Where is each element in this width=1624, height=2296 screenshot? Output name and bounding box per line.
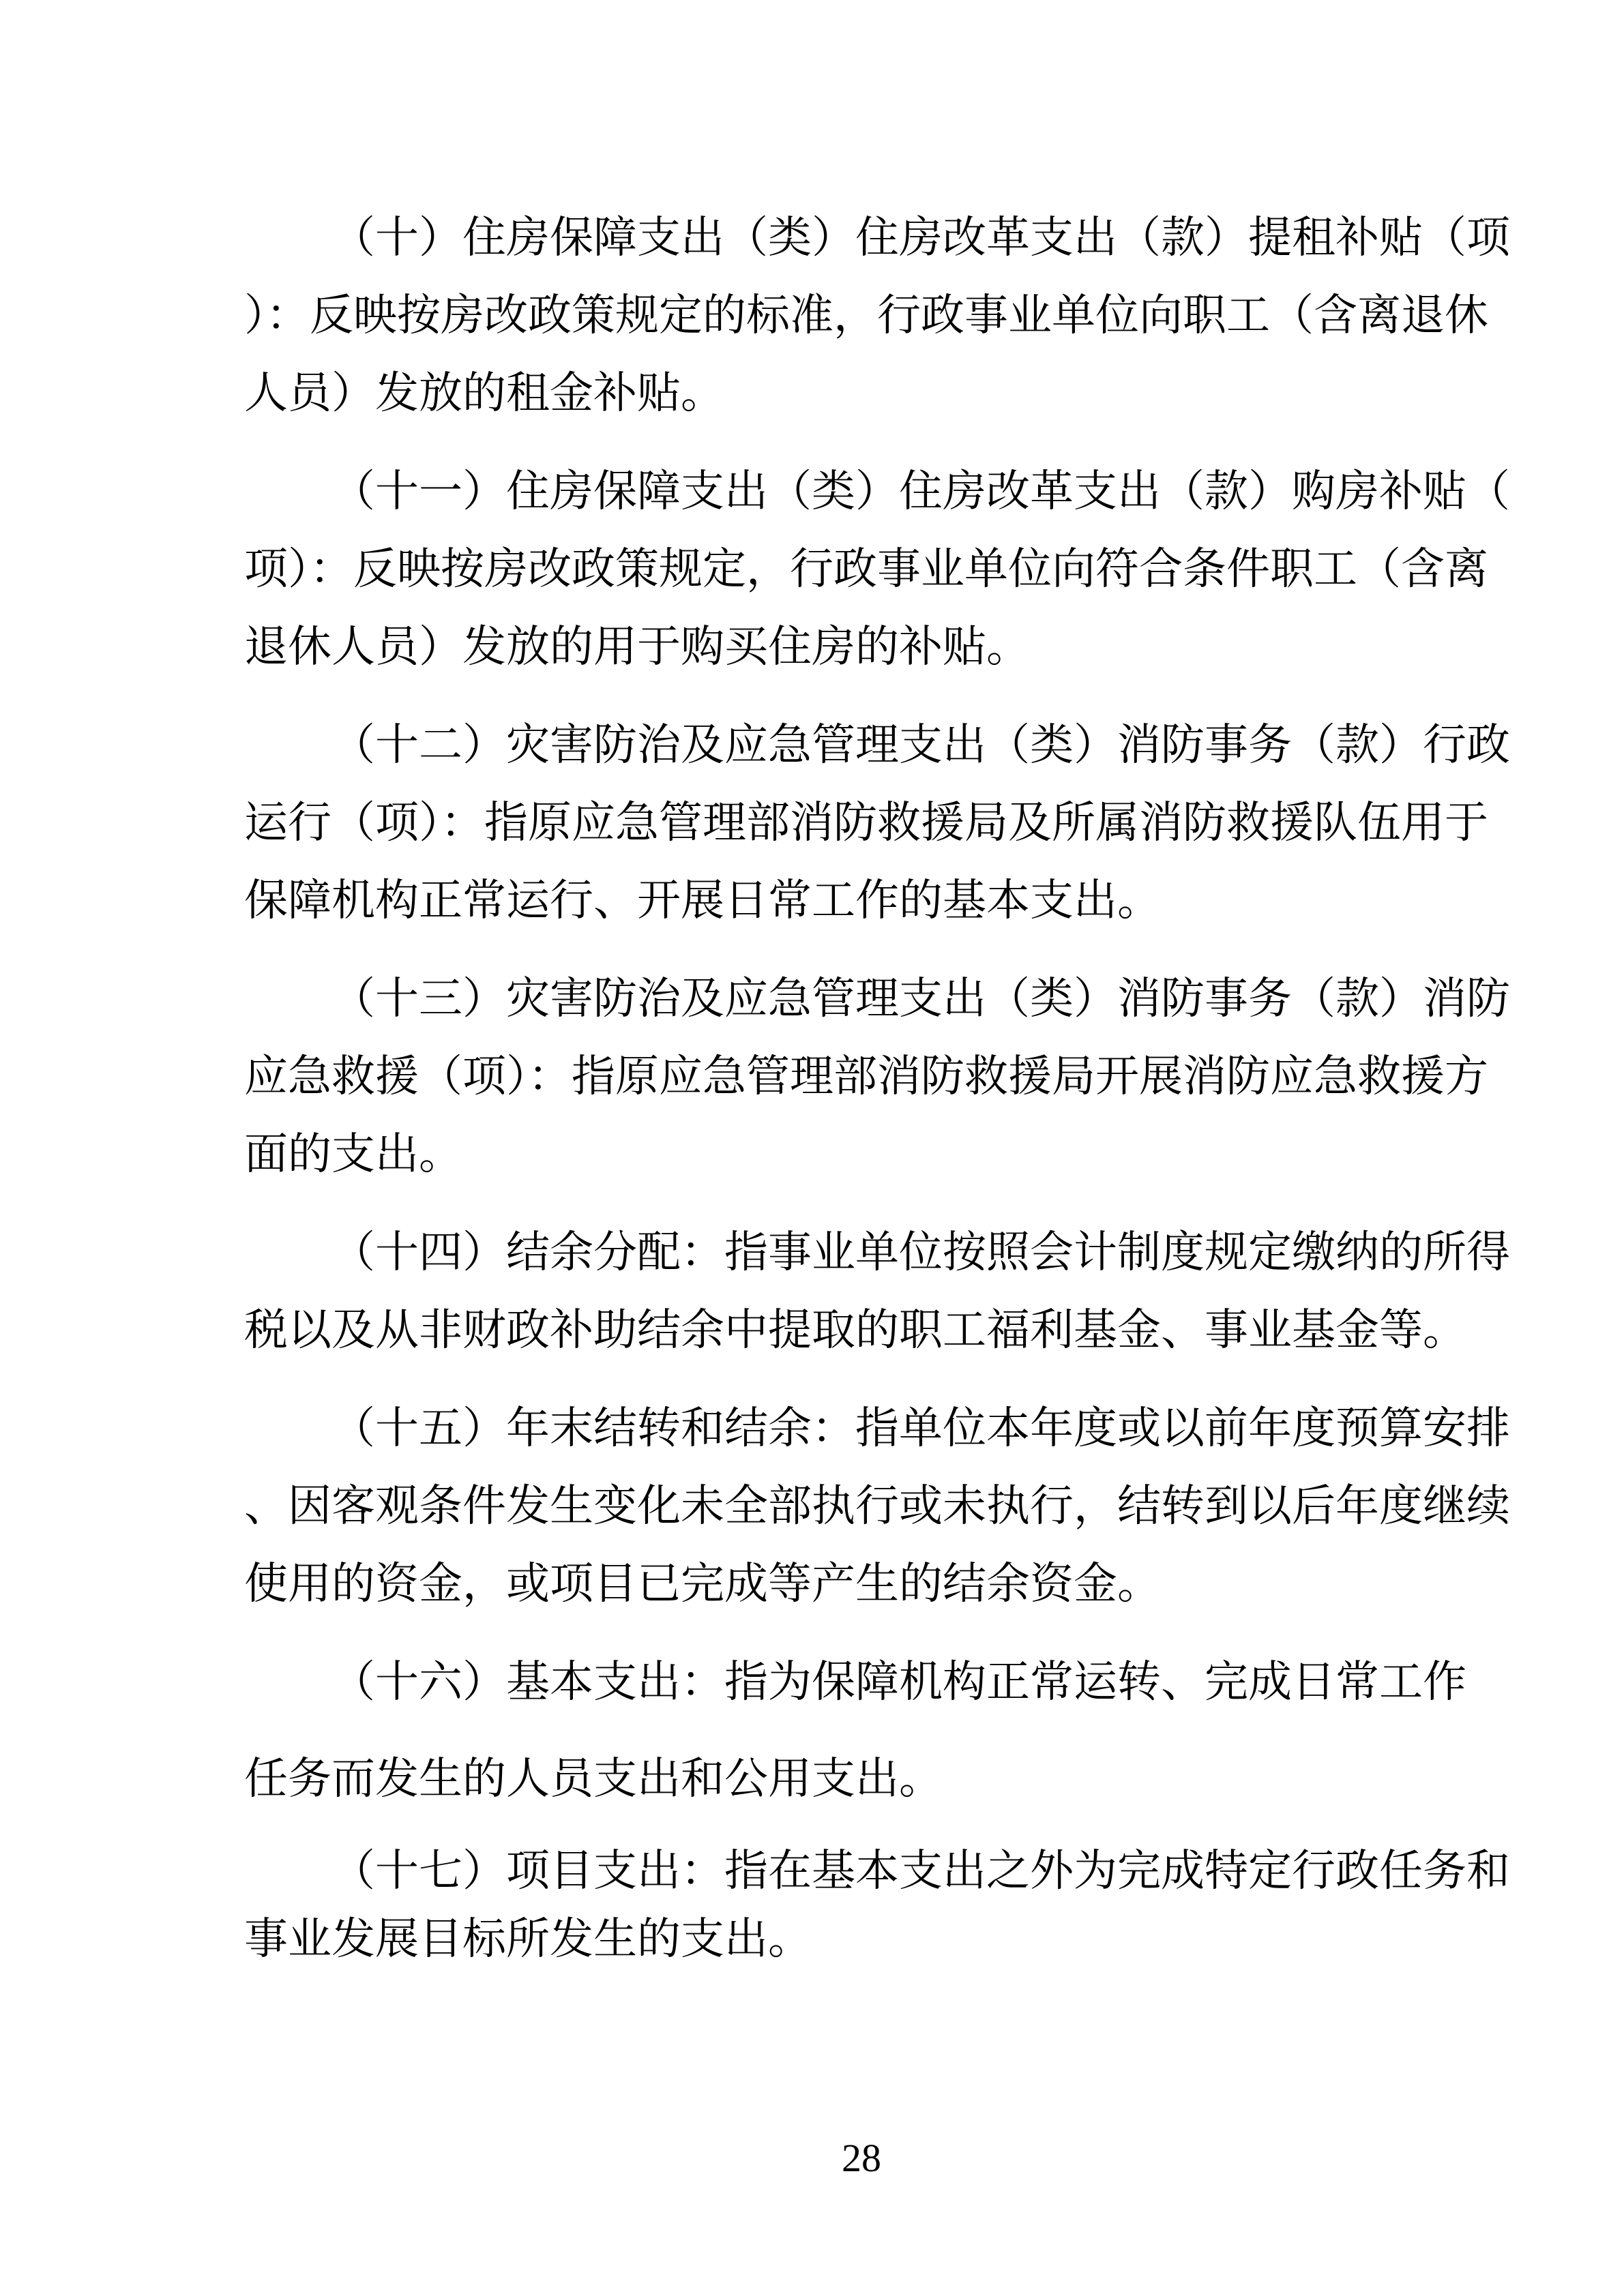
text-line: 、因客观条件发生变化未全部执行或未执行，结转到以后年度继续 bbox=[244, 1482, 1510, 1530]
text-line: （十五）年末结转和结余：指单位本年度或以前年度预算安排 bbox=[331, 1404, 1510, 1452]
page-number: 28 bbox=[842, 2136, 881, 2180]
text-line: （十二）灾害防治及应急管理支出（类）消防事务（款）行政 bbox=[331, 721, 1510, 769]
text-line: （十）住房保障支出（类）住房改革支出（款）提租补贴（项 bbox=[331, 213, 1510, 262]
paragraph-11 bbox=[244, 453, 1513, 686]
text-line: 退休人员）发放的用于购买住房的补贴。 bbox=[244, 623, 1030, 671]
text-line: 项）：反映按房改政策规定，行政事业单位向符合条件职工（含离 bbox=[244, 545, 1488, 593]
paragraph-14 bbox=[244, 1214, 1513, 1369]
text-line: ）：反映按房改政策规定的标准，行政事业单位向职工（含离退休 bbox=[244, 291, 1488, 340]
text-line: 任务而发生的人员支出和公用支出。 bbox=[244, 1755, 943, 1803]
text-line: 运行（项）：指原应急管理部消防救援局及所属消防救援队伍用于 bbox=[244, 799, 1488, 847]
text-line: （十六）基本支出：指为保障机构正常运转、完成日常工作 bbox=[331, 1658, 1466, 1706]
text-line: 面的支出。 bbox=[244, 1130, 462, 1178]
paragraph-15 bbox=[244, 1390, 1513, 1623]
text-line: 应急救援（项）：指原应急管理部消防救援局开展消防应急救援方 bbox=[244, 1052, 1488, 1101]
text-line: （十三）灾害防治及应急管理支出（类）消防事务（款）消防 bbox=[331, 974, 1510, 1023]
paragraph-17 bbox=[244, 1837, 1513, 1973]
text-line: 保障机构正常运行、开展日常工作的基本支出。 bbox=[244, 876, 1161, 925]
text-line: 税以及从非财政补助结余中提取的职工福利基金、事业基金等。 bbox=[244, 1306, 1466, 1354]
paragraph-10 bbox=[244, 199, 1513, 432]
document-body bbox=[244, 199, 1513, 1994]
paragraph-12 bbox=[244, 706, 1513, 940]
paragraph-16 bbox=[244, 1643, 1513, 1837]
text-line: （十一）住房保障支出（类）住房改革支出（款）购房补贴（ bbox=[331, 467, 1510, 516]
paragraph-13 bbox=[244, 960, 1513, 1193]
text-line: （十四）结余分配：指事业单位按照会计制度规定缴纳的所得 bbox=[331, 1228, 1510, 1277]
text-line: （十七）项目支出：指在基本支出之外为完成特定行政任务和 bbox=[331, 1847, 1510, 1895]
text-line: 使用的资金，或项目已完成等产生的结余资金。 bbox=[244, 1560, 1161, 1608]
text-line: 人员）发放的租金补贴。 bbox=[244, 369, 724, 417]
text-line: 事业发展目标所发生的支出。 bbox=[244, 1915, 812, 1963]
